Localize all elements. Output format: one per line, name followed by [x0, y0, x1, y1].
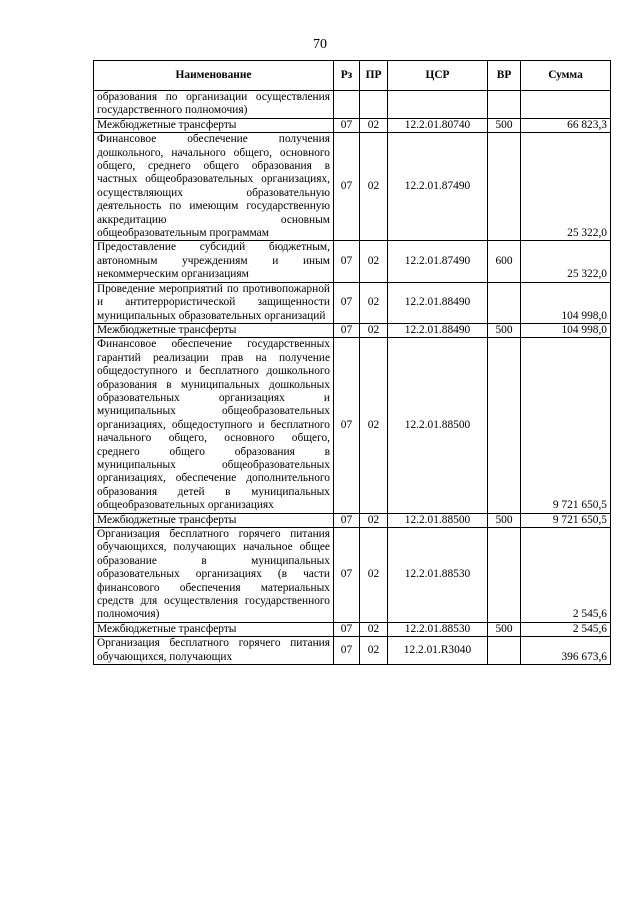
header-csr: ЦСР [388, 61, 488, 91]
row-pr: 02 [360, 622, 388, 636]
header-rz: Рз [334, 61, 360, 91]
row-pr: 02 [360, 323, 388, 337]
row-vr [488, 338, 521, 513]
row-name: Организация бесплатного горячего питания обучающихся, получающих начальное общее образование в муниципальных образовательных организациях (в части финансового обеспечения материальных средств для осуществления государственного полномочия) [94, 528, 334, 623]
row-name: Межбюджетные трансферты [94, 622, 334, 636]
row-vr: 500 [488, 622, 521, 636]
row-vr: 500 [488, 118, 521, 132]
row-vr: 500 [488, 513, 521, 527]
row-name: Предоставление субсидий бюджетным, автономным учреждениям и иным некоммерческим организациям [94, 241, 334, 282]
row-rz: 07 [334, 133, 360, 241]
row-pr: 02 [360, 282, 388, 323]
row-csr: 12.2.01.R3040 [388, 637, 488, 665]
header-sum: Сумма [521, 61, 611, 91]
row-csr: 12.2.01.88500 [388, 513, 488, 527]
row-sum: 66 823,3 [521, 118, 611, 132]
row-pr: 02 [360, 528, 388, 623]
row-rz: 07 [334, 241, 360, 282]
row-name: Финансовое обеспечение получения дошкольного, начального общего, основного общего, среднего общего образования в частных общеобразовательных организациях, осуществляющих образовательную деятельность по имеющим государственную аккредитацию основным общеобразовательным программам [94, 133, 334, 241]
row-csr: 12.2.01.88530 [388, 622, 488, 636]
row-name: Проведение мероприятий по противопожарной и антитеррористической защищенности муниципальных образовательных организаций [94, 282, 334, 323]
row-rz [334, 91, 360, 119]
row-rz: 07 [334, 528, 360, 623]
table-header-row [94, 61, 611, 91]
row-name: Межбюджетные трансферты [94, 323, 334, 337]
row-pr: 02 [360, 133, 388, 241]
row-sum: 25 322,0 [521, 241, 611, 282]
row-rz: 07 [334, 282, 360, 323]
header-pr: ПР [360, 61, 388, 91]
table-row [94, 91, 611, 119]
header-name: Наименование [94, 61, 334, 91]
row-pr: 02 [360, 637, 388, 665]
row-pr: 02 [360, 338, 388, 513]
table-row [94, 241, 611, 282]
row-sum: 104 998,0 [521, 282, 611, 323]
row-rz: 07 [334, 338, 360, 513]
row-rz: 07 [334, 637, 360, 665]
row-csr: 12.2.01.88490 [388, 323, 488, 337]
row-name: Межбюджетные трансферты [94, 513, 334, 527]
table-row [94, 338, 611, 513]
row-rz: 07 [334, 323, 360, 337]
row-csr [388, 91, 488, 119]
table-row [94, 637, 611, 665]
table-row [94, 528, 611, 623]
row-vr [488, 282, 521, 323]
row-csr: 12.2.01.80740 [388, 118, 488, 132]
row-csr: 12.2.01.87490 [388, 241, 488, 282]
row-rz: 07 [334, 513, 360, 527]
table-row [94, 118, 611, 132]
row-name: Организация бесплатного горячего питания обучающихся, получающих [94, 637, 334, 665]
row-vr: 600 [488, 241, 521, 282]
table-row [94, 622, 611, 636]
row-csr: 12.2.01.88490 [388, 282, 488, 323]
row-sum: 2 545,6 [521, 528, 611, 623]
row-sum: 9 721 650,5 [521, 513, 611, 527]
table-row [94, 513, 611, 527]
row-csr: 12.2.01.87490 [388, 133, 488, 241]
table-row [94, 133, 611, 241]
row-csr: 12.2.01.88500 [388, 338, 488, 513]
row-name: Межбюджетные трансферты [94, 118, 334, 132]
row-vr [488, 133, 521, 241]
row-rz: 07 [334, 118, 360, 132]
row-sum: 25 322,0 [521, 133, 611, 241]
row-sum [521, 91, 611, 119]
row-vr [488, 637, 521, 665]
row-pr [360, 91, 388, 119]
row-sum: 104 998,0 [521, 323, 611, 337]
header-vr: ВР [488, 61, 521, 91]
row-pr: 02 [360, 118, 388, 132]
row-vr [488, 91, 521, 119]
row-sum: 9 721 650,5 [521, 338, 611, 513]
page-number: 70 [313, 37, 327, 52]
row-pr: 02 [360, 241, 388, 282]
row-vr: 500 [488, 323, 521, 337]
row-name: Финансовое обеспечение государственных гарантий реализации прав на получение общедоступного и бесплатного дошкольного образования в муниципальных дошкольных образовательных организациях и муниципальных общеобразовательных организациях, общедоступного и бесплатного начального общего, основного общего, среднего общего образования в муниципальных общеобразовательных организациях, обеспечение дополнительного образования детей в муниципальных общеобразовательных организациях [94, 338, 334, 513]
row-csr: 12.2.01.88530 [388, 528, 488, 623]
budget-table [93, 60, 611, 665]
row-sum: 396 673,6 [521, 637, 611, 665]
row-pr: 02 [360, 513, 388, 527]
table-row [94, 323, 611, 337]
table-row [94, 282, 611, 323]
row-vr [488, 528, 521, 623]
row-sum: 2 545,6 [521, 622, 611, 636]
row-rz: 07 [334, 622, 360, 636]
row-name: образования по организации осуществления государственного полномочия) [94, 91, 334, 119]
